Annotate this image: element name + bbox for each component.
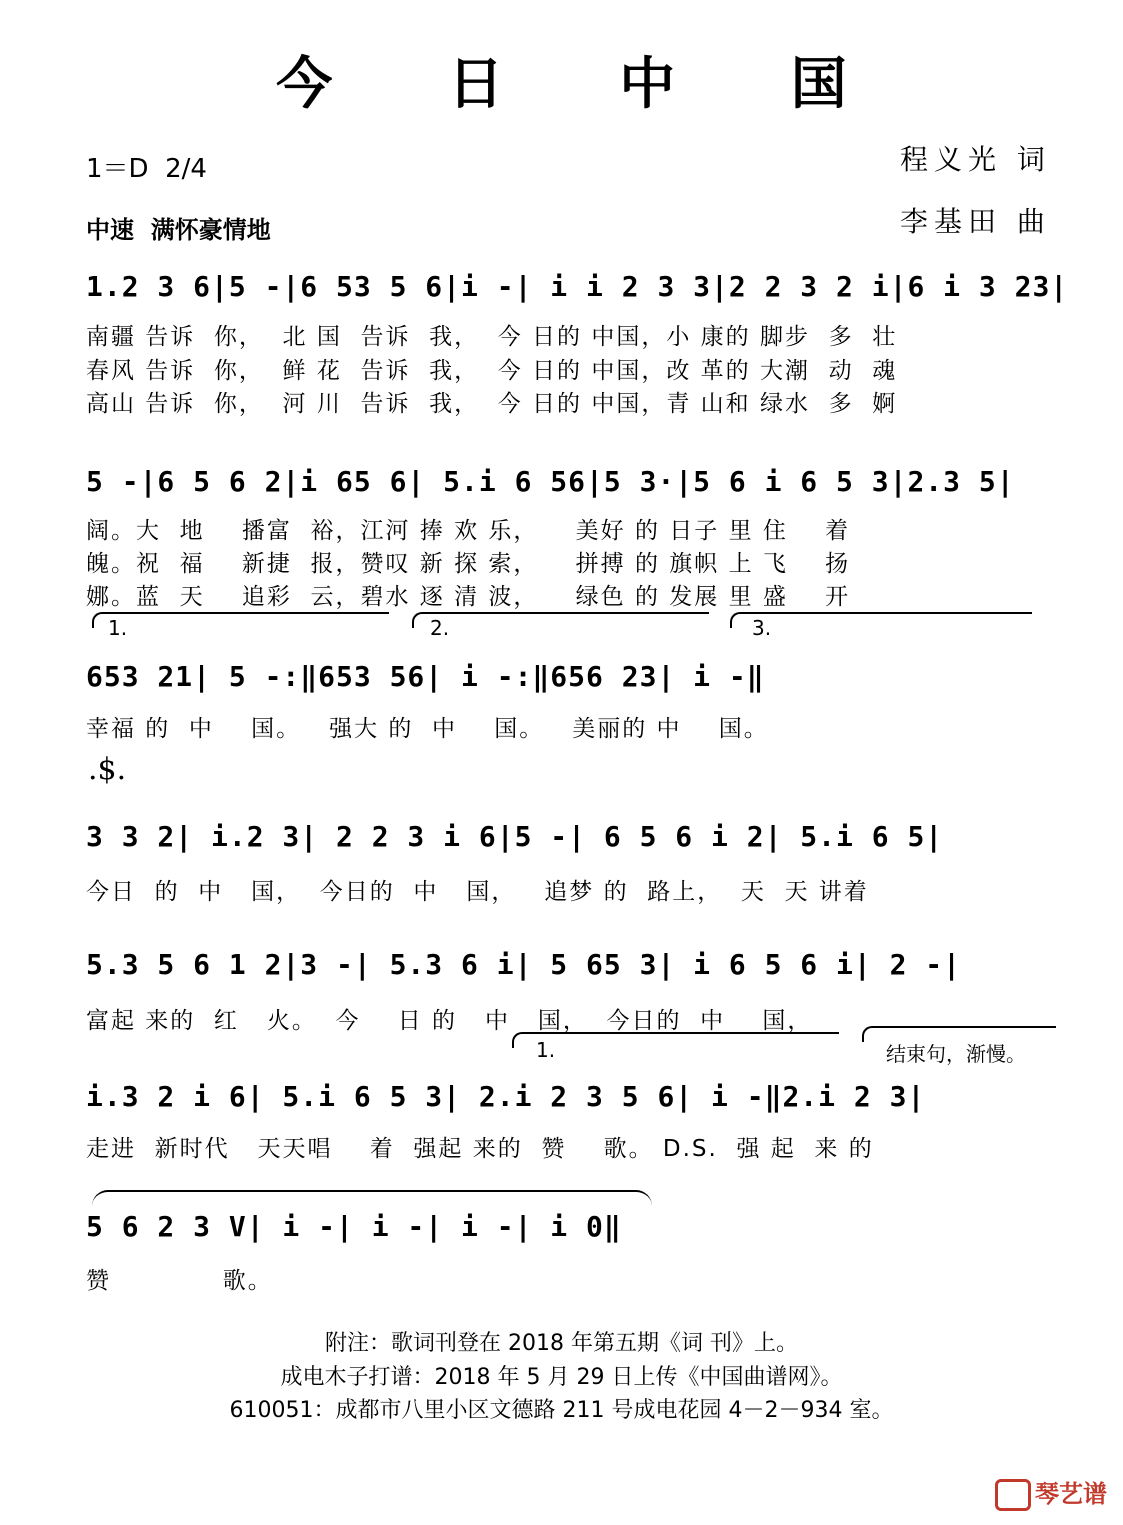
volta-bracket-2 bbox=[412, 612, 709, 628]
footnote-2: 成电木子打谱：2018 年 5 月 29 日上传《中国曲谱网》。 bbox=[280, 1365, 843, 1390]
key-time-signature: 1＝D 2/4 bbox=[86, 154, 207, 184]
notation-row-4: 3 3 2| i.2 3| 2 2 3 i 6|5 -| 6 5 6 i 2| 5.i 6 5| bbox=[86, 820, 944, 853]
watermark bbox=[978, 1446, 1107, 1511]
footnote-1: 附注：歌词刊登在 2018 年第五期《词 刊》上。 bbox=[325, 1331, 798, 1356]
notation-row-1: 1.2 3 6|5 -|6 53 5 6|i -| i i 2 3 3|2 2 3 2 i|6 i 3 23| bbox=[86, 270, 1069, 303]
lyric-row-2-verse-2: 魄。祝 福 新捷 报，赞叹 新 探 索， 拼搏 的 旗帜 上 飞 扬 bbox=[86, 551, 851, 577]
watermark-logo-icon bbox=[995, 1479, 1031, 1511]
tie-arc-row-7 bbox=[92, 1190, 652, 1206]
volta-bracket-1 bbox=[92, 612, 389, 628]
lyric-row-6: 走进 新时代 天天唱 着 强起 来的 赞 歌。 D.S. 强 起 来 的 bbox=[86, 1136, 874, 1162]
lyric-row-2-verse-3: 娜。蓝 天 追彩 云，碧水 逐 清 波， 绿色 的 发展 里 盛 开 bbox=[86, 584, 851, 610]
lyricist-credit: 程义光 词 bbox=[900, 143, 1051, 176]
footnote-3: 610051：成都市八里小区文德路 211 号成电花园 4－2－934 室。 bbox=[229, 1398, 894, 1423]
notation-row-5: 5.3 5 6 1 2|3 -| 5.3 6 i| 5 65 3| i 6 5 6 i| 2 -| bbox=[86, 948, 962, 981]
lyric-row-1-verse-3: 高山 告诉 你， 河 川 告诉 我， 今 日的 中国，青 山和 绿水 多 婀 bbox=[86, 391, 898, 417]
volta-label-2: 2. bbox=[430, 616, 450, 640]
lyric-row-2-verse-1: 阔。大 地 播富 裕，江河 捧 欢 乐， 美好 的 日子 里 住 着 bbox=[86, 518, 851, 544]
segno-sign: .$. bbox=[88, 752, 127, 787]
composer-credit: 李基田 曲 bbox=[900, 205, 1051, 238]
notation-row-6: i.3 2 i 6| 5.i 6 5 3| 2.i 2 3 5 6| i -‖2.i 2 3| bbox=[86, 1080, 926, 1113]
song-title: 今 日 中 国 bbox=[276, 51, 895, 117]
watermark-text: 琴艺谱 bbox=[1035, 1480, 1107, 1508]
lyric-row-1-verse-2: 春风 告诉 你， 鲜 花 告诉 我， 今 日的 中国，改 革的 大潮 动 魂 bbox=[86, 358, 898, 384]
notation-row-3: 653 21| 5 -:‖653 56| i -:‖656 23| i -‖ bbox=[86, 660, 765, 693]
lyric-row-7: 赞 歌。 bbox=[86, 1268, 273, 1294]
ending-note: 结束句，渐慢。 bbox=[886, 1042, 1026, 1066]
volta-bracket-3 bbox=[730, 612, 1032, 628]
lyric-row-1-verse-1: 南疆 告诉 你， 北 国 告诉 我， 今 日的 中国，小 康的 脚步 多 壮 bbox=[86, 324, 898, 350]
tempo-marking: 中速 满怀豪情地 bbox=[86, 216, 271, 244]
lyric-row-4: 今日 的 中 国， 今日的 中 国， 追梦 的 路上， 天 天 讲着 bbox=[86, 879, 869, 905]
volta-bracket-row-5 bbox=[512, 1032, 839, 1048]
volta-label-1: 1. bbox=[108, 616, 128, 640]
lyric-row-5: 富起 来的 红 火。 今 日 的 中 国， 今日的 中 国， bbox=[86, 1008, 813, 1034]
volta-label-row-5: 1. bbox=[536, 1038, 556, 1062]
volta-label-3: 3. bbox=[752, 616, 772, 640]
notation-row-2: 5 -|6 5 6 2|i 65 6| 5.i 6 56|5 3·|5 6 i 6 5 3|2.3 5| bbox=[86, 465, 1015, 498]
notation-row-7: 5 6 2 3 V| i -| i -| i -| i 0‖ bbox=[86, 1210, 622, 1243]
lyric-row-3: 幸福 的 中 国。 强大 的 中 国。 美丽的 中 国。 bbox=[86, 716, 769, 742]
